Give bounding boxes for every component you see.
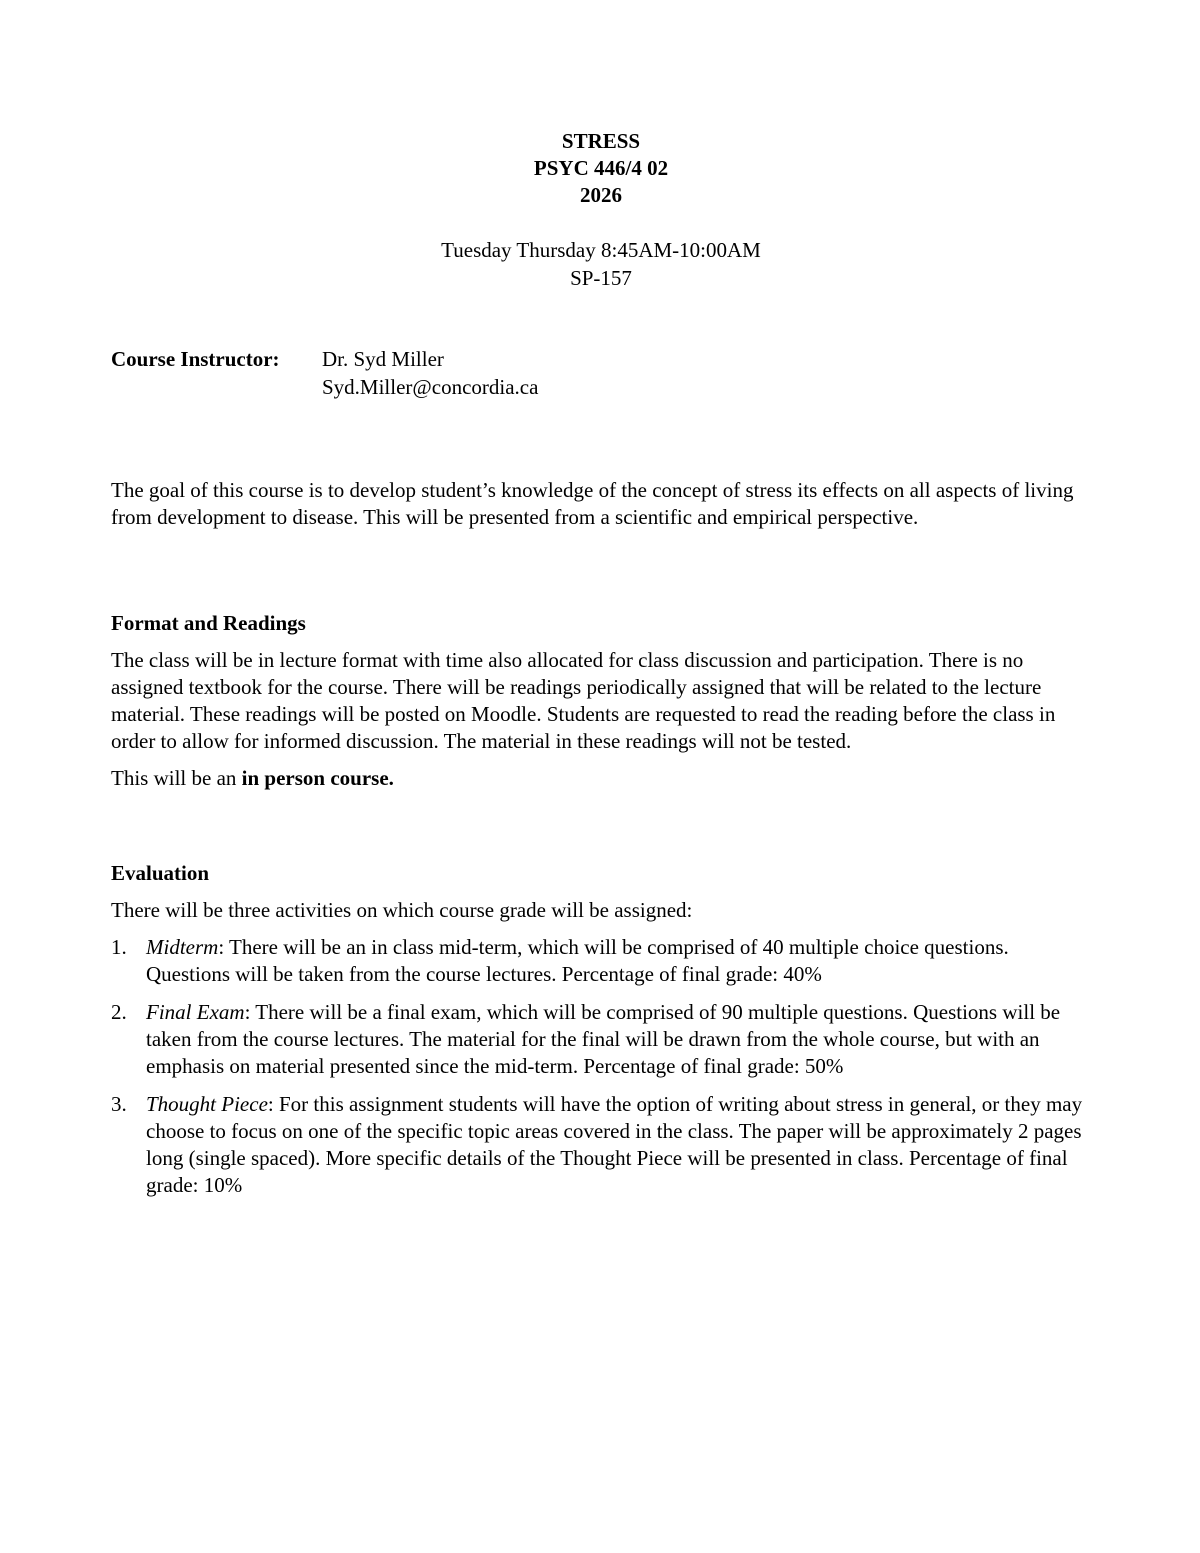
- course-header: [111, 128, 1091, 209]
- list-item-number: 2.: [111, 1000, 127, 1024]
- format-section: [111, 610, 1091, 792]
- instructor-details: [322, 345, 538, 401]
- instructor-email: Syd.Miller@concordia.ca: [322, 375, 539, 399]
- in-person-note: [111, 765, 1091, 792]
- list-item-text: : There will be a final exam, which will be comprised of 90 multiple questions. Questions will be taken from the course lectures. The material for the final will be drawn from the whole course, but with an emphasis on material presented since the mid-term. Percentage of final grade: 50%: [146, 1000, 1061, 1078]
- list-item: [111, 999, 1091, 1080]
- evaluation-heading: Evaluation: [111, 861, 210, 885]
- in-person-prefix: This will be an: [111, 766, 242, 790]
- course-name: STRESS: [561, 129, 641, 153]
- course-year: 2026: [580, 183, 622, 207]
- course-schedule: [111, 236, 1091, 292]
- course-goal-paragraph: The goal of this course is to develop student’s knowledge of the concept of stress its effects on all aspects of living from development to disease. This will be presented from a scientific and empirical perspective.: [111, 478, 1074, 529]
- list-item-title: Thought Piece: [146, 1092, 268, 1116]
- list-item-number: 1.: [111, 935, 127, 959]
- evaluation-intro: There will be three activities on which course grade will be assigned:: [111, 898, 693, 922]
- course-code: PSYC 446/4 02: [533, 156, 669, 180]
- list-item-title: Final Exam: [146, 1000, 245, 1024]
- list-item-text: : There will be an in class mid-term, which will be comprised of 40 multiple choice questions. Questions will be taken from the course lectures. Percentage of final grade: 40%: [146, 935, 1009, 986]
- list-item-text: : For this assignment students will have the option of writing about stress in general, or they may choose to focus on one of the specific topic areas covered in the class. The paper will be approximately 2 pages long (single spaced). More specific details of the Thought Piece will be presented in class. Percentage of final grade: 10%: [146, 1092, 1083, 1197]
- instructor-name: Dr. Syd Miller: [322, 347, 444, 371]
- evaluation-list: [111, 934, 1091, 1199]
- evaluation-section: [111, 860, 1091, 1210]
- format-paragraph: The class will be in lecture format with time also allocated for class discussion and participation. There is no assigned textbook for the course. There will be readings periodically assigned that will be related to the lecture material. These readings will be posted on Moodle. Students are requested to read the reading before the class in order to allow for informed discussion. The material in these readings will not be tested.: [111, 648, 1056, 753]
- format-heading: Format and Readings: [111, 611, 306, 635]
- list-item-number: 3.: [111, 1092, 127, 1116]
- schedule-days-time: Tuesday Thursday 8:45AM-10:00AM: [441, 238, 761, 262]
- in-person-bold: in person course.: [241, 766, 394, 790]
- schedule-room: SP-157: [570, 266, 632, 290]
- list-item: [111, 934, 1091, 988]
- list-item: [111, 1091, 1091, 1199]
- instructor-label: Course Instructor:: [111, 347, 280, 371]
- list-item-title: Midterm: [146, 935, 219, 959]
